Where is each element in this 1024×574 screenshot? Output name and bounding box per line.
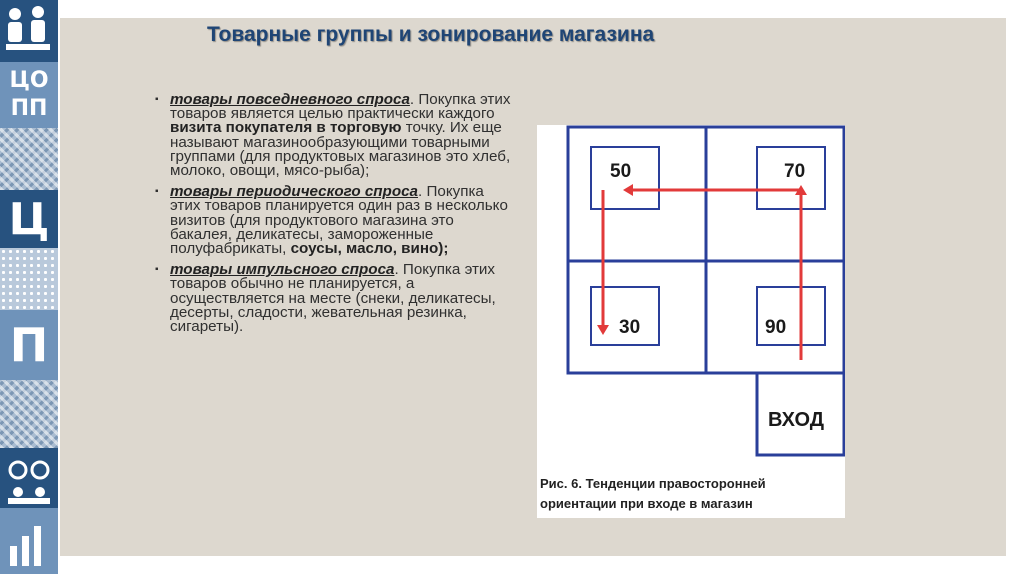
letters-tile <box>0 62 58 128</box>
bullet-bold-text: визита покупателя в торговую <box>170 119 402 137</box>
bullet-heading-period: . <box>409 91 415 108</box>
dots-tile <box>0 248 58 310</box>
bullet-text: Покупка этих товаров планируется один раз в несколько визитов (для продуктового магазина это бакалея, деликатесы, замороженные полуфабрикаты, <box>170 183 508 258</box>
entrance-label: ВХОД <box>768 409 825 431</box>
letters-pp: ПП <box>10 96 48 121</box>
gears-icon <box>0 448 58 508</box>
bullet-marker: ▪ <box>155 94 159 105</box>
people-icon <box>0 0 58 62</box>
figure-caption <box>540 474 840 514</box>
bullet-heading: товары повседневного спроса <box>170 91 410 108</box>
figure-caption-line-2: ориентации при входе в магазин <box>540 496 753 511</box>
letter-tile-c <box>0 190 58 248</box>
letter-p: П <box>9 318 49 372</box>
letter-tile-p <box>0 310 58 380</box>
letter-c: Ц <box>8 194 50 245</box>
bullet-item-periodic <box>153 185 513 256</box>
pattern-tile-2 <box>0 380 58 448</box>
decorative-side-strip <box>0 0 58 574</box>
bullet-item-impulse <box>153 263 513 334</box>
letters-co: ЦО <box>9 68 49 93</box>
bullet-text-2: точку. Их еще называют магазинообразующими товарными группами (для продуктовых магазинов это хлеб, молоко, овощи, мясо-рыба); <box>170 119 511 180</box>
bullet-text: Покупка этих товаров является целью практически каждого <box>170 91 511 123</box>
bullet-heading-period: . <box>394 261 399 279</box>
chart-icon <box>0 508 58 574</box>
zone-label-50: 50 <box>610 161 632 182</box>
slide-title: Товарные группы и зонирование магазина <box>207 23 655 46</box>
bullet-marker: ▪ <box>155 186 159 198</box>
bullet-heading-period: . <box>418 183 423 201</box>
figure-caption-line-1: Рис. 6. Тенденции правосторонней <box>540 476 766 491</box>
bullet-item-daily <box>153 93 513 178</box>
store-zoning-figure <box>537 125 845 518</box>
zone-label-70: 70 <box>784 161 806 182</box>
bullet-marker: ▪ <box>155 264 159 276</box>
zone-label-30: 30 <box>619 317 641 338</box>
store-zoning-diagram <box>537 125 845 470</box>
pattern-tile <box>0 128 58 190</box>
bullet-list <box>153 93 513 341</box>
bullet-heading: товары периодического спроса <box>170 183 418 201</box>
zone-label-90: 90 <box>765 317 787 338</box>
bullet-bold-text: соусы, масло, вино); <box>290 240 449 258</box>
bullet-heading: товары импульсного спроса <box>170 261 395 279</box>
bullet-text: Покупка этих товаров обычно не планируется, а осуществляется на месте (снеки, деликатесы, десерты, сладости, жевательная резинка, сигареты). <box>170 261 496 336</box>
